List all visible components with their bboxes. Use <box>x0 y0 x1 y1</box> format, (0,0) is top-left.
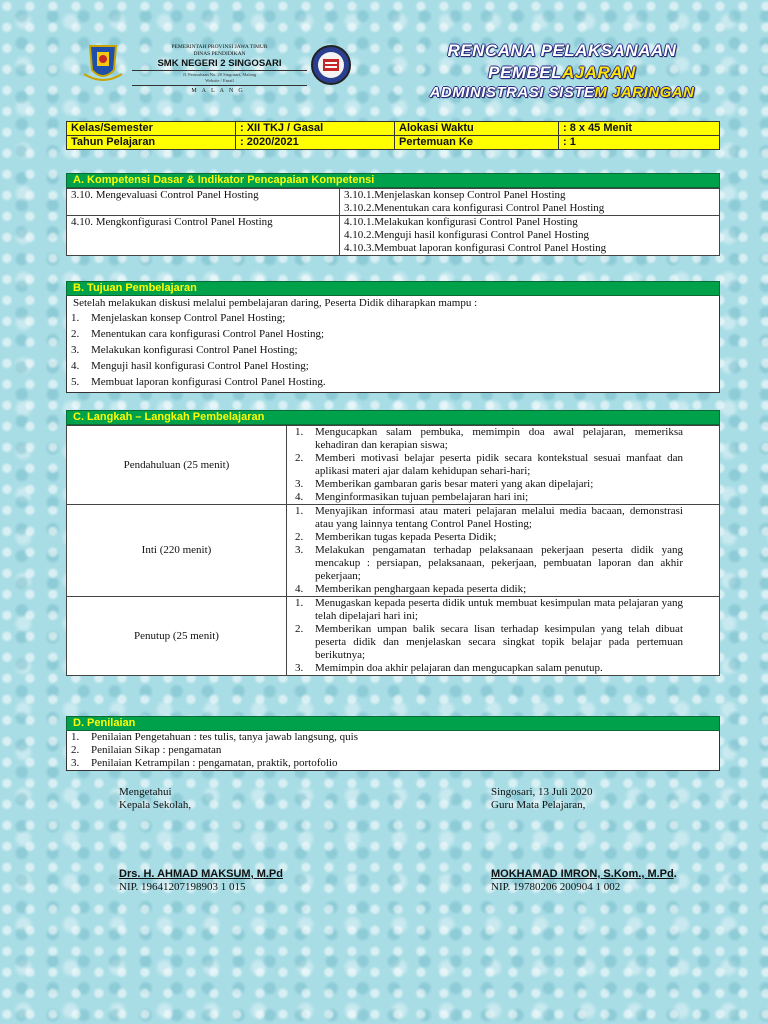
phase-row <box>67 426 720 505</box>
item-text: Memberi motivasi belajar peserta pidik secara kontekstual sesuai manfaat dan aplikasi materi ajar dalam kehidupan sehari-hari; <box>315 452 683 477</box>
section-kompetensi <box>66 173 720 256</box>
item-text: Menginformasikan tujuan pembelajaran hari ini; <box>315 491 529 503</box>
item-number: 1. <box>295 426 304 438</box>
section-d-title: D. Penilaian <box>66 716 720 731</box>
alokasi-label: Alokasi Waktu <box>395 122 559 136</box>
item-number: 4. <box>71 360 80 372</box>
item-number: 3. <box>71 757 80 769</box>
item-number: 3. <box>295 544 304 556</box>
list-item <box>291 426 683 452</box>
list-item <box>67 310 719 326</box>
list-item <box>291 544 683 583</box>
pertemuan-label: Pertemuan Ke <box>395 136 559 150</box>
item-text: Menjelaskan konsep Control Panel Hosting; <box>91 312 286 324</box>
kd-row <box>67 216 720 256</box>
item-text: Menentukan cara konfigurasi Control Panel Hosting; <box>91 328 325 340</box>
teacher-nip: NIP. 19780206 200904 1 002 <box>491 881 621 893</box>
section-langkah <box>66 410 720 676</box>
title-line-2 <box>392 84 732 102</box>
tujuan-intro: Setelah melakukan diskusi melalui pembelajaran daring, Peserta Didik diharapkan mampu : <box>73 297 478 309</box>
kd-cell: 4.10. Mengkonfigurasi Control Panel Hosting <box>67 216 340 256</box>
indicator: 4.10.2.Menguji hasil konfigurasi Control Panel Hosting <box>344 229 590 241</box>
kelas-value: : XII TKJ / Gasal <box>236 122 395 136</box>
section-b-title: B. Tujuan Pembelajaran <box>66 281 720 296</box>
signature-right-line1: Singosari, 13 Juli 2020 <box>491 786 593 798</box>
penilaian-list <box>67 731 719 770</box>
item-number: 1. <box>295 597 304 609</box>
steps-list <box>291 597 683 675</box>
list-item <box>291 623 683 662</box>
phase-row <box>67 597 720 676</box>
item-number: 4. <box>295 491 304 503</box>
section-tujuan <box>66 281 720 393</box>
langkah-table <box>66 425 720 676</box>
alokasi-value: : 8 x 45 Menit <box>559 122 720 136</box>
item-number: 2. <box>71 328 80 340</box>
signature-right-line2: Guru Mata Pelajaran, <box>491 799 586 811</box>
list-item <box>291 505 683 531</box>
item-number: 3. <box>295 662 304 674</box>
title-line-1 <box>392 40 732 84</box>
pertemuan-value: : 1 <box>559 136 720 150</box>
indicator: 4.10.3.Membuat laporan konfigurasi Control Panel Hosting <box>344 242 607 254</box>
item-text: Penilaian Ketrampilan : pengamatan, praktik, portofolio <box>91 757 338 769</box>
list-item <box>291 583 683 596</box>
signature-space <box>491 812 677 868</box>
list-item <box>291 597 683 623</box>
item-text: Menugaskan kepada peserta didik untuk membuat kesimpulan mata pelajaran yang telah dipelajari hari ini; <box>315 597 683 622</box>
item-text: Memberikan tugas kepada Peserta Didik; <box>315 531 497 543</box>
list-item <box>67 731 719 744</box>
section-a-title: A. Kompetensi Dasar & Indikator Pencapaian Kompetensi <box>66 173 720 188</box>
tahun-value: : 2020/2021 <box>236 136 395 150</box>
title-line-2-white: ADMINISTRASI SISTE <box>429 84 595 101</box>
kop-divider <box>132 70 307 71</box>
tujuan-body <box>66 296 720 393</box>
indicator-cell <box>340 216 720 256</box>
item-number: 1. <box>71 312 80 324</box>
item-number: 3. <box>71 344 80 356</box>
principal-name: Drs. H. AHMAD MAKSUM, M.Pd <box>119 868 283 880</box>
indicator: 4.10.1.Melakukan konfigurasi Control Panel Hosting <box>344 216 578 228</box>
phase-row <box>67 505 720 597</box>
phase-name: Inti (220 menit) <box>67 505 287 597</box>
item-number: 2. <box>71 744 80 756</box>
list-item <box>67 757 719 770</box>
kop-contact: Website / Email <box>205 78 234 83</box>
title-line-1-yellow: AJARAN <box>562 63 636 82</box>
teacher-name: MOKHAMAD IMRON, S.Kom., M.Pd <box>491 868 674 880</box>
school-logo <box>310 44 352 86</box>
teacher-name-row <box>491 868 677 881</box>
letterhead <box>132 44 307 95</box>
item-number: 3. <box>295 478 304 490</box>
penilaian-body <box>66 731 720 771</box>
list-item <box>291 452 683 478</box>
title-line-2-yellow: M JARINGAN <box>594 84 695 101</box>
list-item <box>67 326 719 342</box>
item-text: Mengucapkan salam pembuka, memimpin doa awal pelajaran, memeriksa kehadiran dan kerapian siswa; <box>315 426 683 451</box>
phase-steps <box>287 597 720 676</box>
list-item <box>67 358 719 374</box>
tahun-label: Tahun Pelajaran <box>67 136 236 150</box>
item-text: Memberikan gambaran garis besar materi yang akan dipelajari; <box>315 478 594 490</box>
indicator: 3.10.2.Menentukan cara konfigurasi Control Panel Hosting <box>344 202 605 214</box>
item-number: 1. <box>295 505 304 517</box>
list-item <box>67 374 719 390</box>
signature-left-line1: Mengetahui <box>119 786 172 798</box>
kop-city: MALANG <box>191 88 248 94</box>
signature-left-line2: Kepala Sekolah, <box>119 799 192 811</box>
phase-steps <box>287 426 720 505</box>
signature-right <box>491 786 677 894</box>
tujuan-list <box>67 310 719 390</box>
item-text: Penilaian Sikap : pengamatan <box>91 744 222 756</box>
teacher-name-suffix: . <box>673 868 677 880</box>
item-number: 1. <box>71 731 80 743</box>
item-number: 4. <box>295 583 304 595</box>
item-text: Melakukan pengamatan terhadap pelaksanaan pekerjaan peserta didik yang mencakup : persiapan, pelaksanaan, pekerjaan, pembuatan laporan dan akhir pekerjaan; <box>315 544 683 582</box>
item-text: Penilaian Pengetahuan : tes tulis, tanya jawab langsung, quis <box>91 731 359 743</box>
title-line-1-white: RENCANA PELAKSANAAN PEMBEL <box>447 41 677 82</box>
kd-row <box>67 189 720 216</box>
list-item <box>291 662 683 675</box>
province-logo <box>80 44 126 84</box>
phase-steps <box>287 505 720 597</box>
kelas-label: Kelas/Semester <box>67 122 236 136</box>
principal-nip: NIP. 19641207198903 1 015 <box>119 881 246 893</box>
item-number: 2. <box>295 623 304 635</box>
signature-left <box>119 786 283 894</box>
item-text: Memberikan umpan balik secara lisan terhadap kesimpulan yang telah dibuat peserta didik dan menjelaskan secara singkat topik belajar pada pertemuan berikutnya; <box>315 623 683 661</box>
school-name: SMK NEGERI 2 SINGOSARI <box>157 58 282 69</box>
item-number: 5. <box>71 376 80 388</box>
info-table <box>66 121 720 150</box>
kompetensi-table <box>66 188 720 256</box>
kop-address: Jl. Perusahaan No. 20 Singosari, Malang <box>182 72 257 77</box>
list-item <box>291 478 683 491</box>
kop-province: PEMERINTAH PROVINSI JAWA TIMUR <box>171 44 268 50</box>
signature-space <box>119 812 283 868</box>
steps-list <box>291 505 683 596</box>
item-number: 2. <box>295 452 304 464</box>
list-item <box>291 531 683 544</box>
kop-agency: DINAS PENDIDIKAN <box>193 51 246 57</box>
kd-cell: 3.10. Mengevaluasi Control Panel Hosting <box>67 189 340 216</box>
kop-divider <box>132 85 307 86</box>
info-row <box>67 136 720 150</box>
phase-name: Penutup (25 menit) <box>67 597 287 676</box>
item-text: Memberikan penghargaan kepada peserta didik; <box>315 583 527 595</box>
item-text: Membuat laporan konfigurasi Control Panel Hosting. <box>91 376 326 388</box>
item-text: Melakukan konfigurasi Control Panel Hosting; <box>91 344 298 356</box>
list-item <box>67 744 719 757</box>
list-item <box>291 491 683 504</box>
steps-list <box>291 426 683 504</box>
item-number: 2. <box>295 531 304 543</box>
item-text: Menguji hasil konfigurasi Control Panel Hosting; <box>91 360 309 372</box>
section-penilaian <box>66 716 720 771</box>
list-item <box>67 342 719 358</box>
item-text: Memimpin doa akhir pelajaran dan mengucapkan salam penutup. <box>315 662 603 674</box>
item-text: Menyajikan informasi atau materi pelajaran melalui media bacaan, demonstrasi atau yang lainnya tentang Control Panel Hosting; <box>315 505 683 530</box>
section-c-title: C. Langkah – Langkah Pembelajaran <box>66 410 720 425</box>
document-title <box>392 40 732 102</box>
phase-name: Pendahuluan (25 menit) <box>67 426 287 505</box>
indicator-cell <box>340 189 720 216</box>
info-row <box>67 122 720 136</box>
indicator: 3.10.1.Menjelaskan konsep Control Panel Hosting <box>344 189 566 201</box>
